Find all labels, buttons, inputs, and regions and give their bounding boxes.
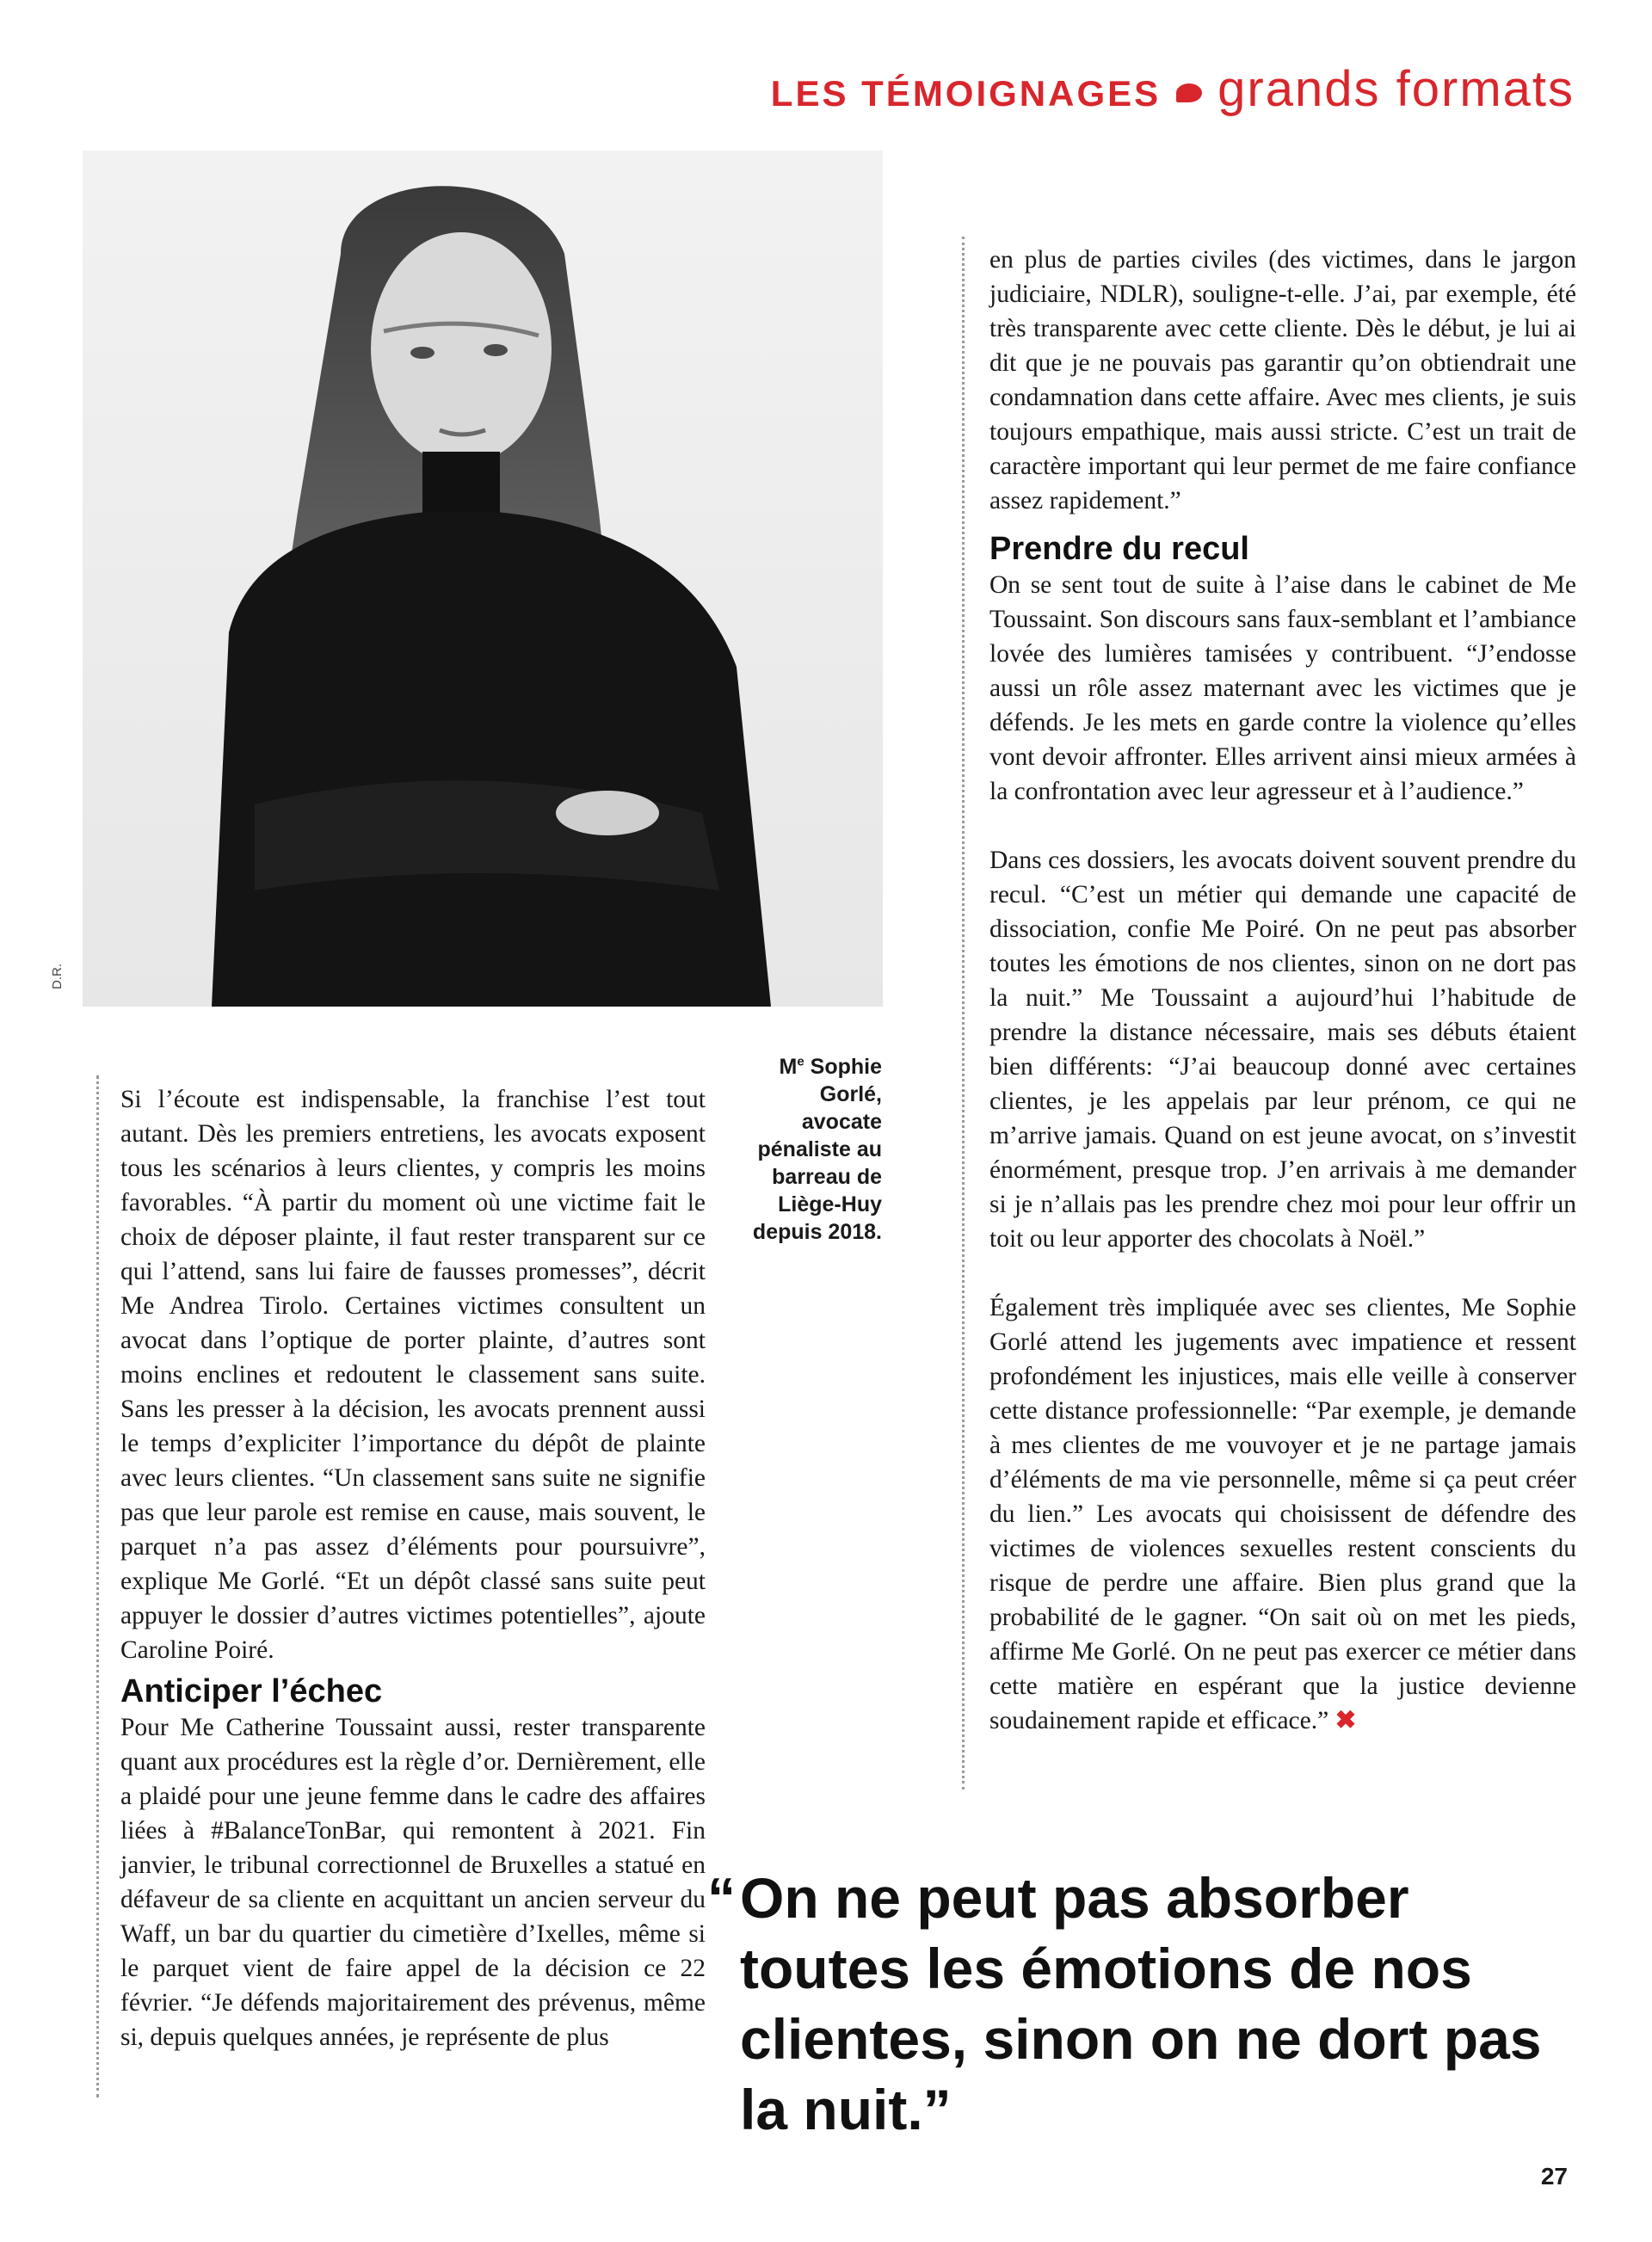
paragraph: Pour Me Catherine Toussaint aussi, rester transparente quant aux procédures est la règle d’or. Dernièrement, elle a plaidé pour une jeune femme dans le cadre des affaires liées à #BalanceTonBar, qui remontent à 2021. Fin janvier, le tribunal correctionnel de Bruxelles a statué en défaveur de sa cliente en acquittant un ancien serveur du Waff, un bar du quartier du cimetière d’Ixelles, même si le parquet vient de faire appel de la décision ce 22 février. “Je défends majoritairement des prévenus, même si, depuis quelques années, je représente de plus [120, 1714, 706, 2051]
section-header [771, 60, 1575, 118]
section-subtitle: grands formats [1217, 61, 1575, 117]
column-divider-right [962, 237, 965, 1789]
subheading: Anticiper l’échec [120, 1673, 383, 1709]
end-mark-icon: ✖ [1335, 1706, 1357, 1734]
pull-quote-text: On ne peut pas absorber toutes les émotions de nos clientes, sinon on ne dort pas la nuit.” [740, 1866, 1542, 2141]
column-divider-left [96, 1075, 99, 2097]
section-title: LES TÉMOIGNAGES [770, 73, 1162, 114]
left-column [120, 1082, 706, 2054]
right-column [989, 243, 1576, 1738]
paragraph: en plus de parties civiles (des victimes, dans le jargon judiciaire, NDLR), souligne-t-elle. J’ai, par exemple, été très transparente avec cette cliente. Dès le début, je lui ai dit que je ne pouvais pas garantir qu’on obtiendrait une condamnation dans cette affaire. Avec mes clients, je suis toujours empathique, mais aussi stricte. C’est un trait de caractère important qui leur permet de me faire confiance assez rapidement.” [989, 246, 1576, 514]
speech-bubble-icon [1176, 83, 1202, 102]
photo-caption: Me Sophie Gorlé, avocate pénaliste au barreau de Liège-Huy depuis 2018. [752, 1054, 882, 1244]
pull-quote [707, 1863, 1583, 2145]
paragraph: On se sent tout de suite à l’aise dans le cabinet de Me Toussaint. Son discours sans faux-semblant et l’ambiance lovée des lumières tamisées y contribuent. “J’endosse aussi un rôle assez maternant avec les victimes que je défends. Je les mets en garde contre la violence qu’elles vont devoir affronter. Elles arrivent ainsi mieux armées à la confrontation avec leur agresseur et à l’audience.” [989, 571, 1576, 805]
paragraph: Dans ces dossiers, les avocats doivent souvent prendre du recul. “C’est un métier qui demande une capacité de dissociation, confie Me Poiré. On ne peut pas absorber toutes les émotions de nos clientes, sinon on ne dort pas la nuit.” Me Toussaint a aujourd’hui l’habitude de prendre la distance nécessaire, mais ses débuts étaient bien différents: “J’ai beaucoup donné avec certaines clientes, je les appelais par leur prénom, ce qui ne m’arrive jamais. Quand on est jeune avocat, on s’investit énormément, presque trop. J’en arrivais à me demander si je n’allais pas les prendre chez moi pour leur offrir un toit ou leur apporter des chocolats à Noël.” [989, 847, 1576, 1253]
subheading: Prendre du recul [989, 531, 1249, 567]
open-quote: “ [707, 1866, 736, 1930]
paragraph: Si l’écoute est indispensable, la franchise l’est tout autant. Dès les premiers entretiens, les avocats exposent tous les scénarios à leurs clientes, y compris les moins favorables. “À partir du moment où une victime fait le choix de déposer plainte, il faut rester transparent sur ce qui l’attend, sans lui faire de fausses promesses”, décrit Me Andrea Tirolo. Certaines victimes consultent un avocat dans l’optique de porter plainte, d’autres sont moins enclines et redoutent le classement sans suite. Sans les presser à la décision, les avocats prennent aussi le temps d’expliciter l’importance du dépôt de plainte avec leurs clientes. “Un classement sans suite ne signifie pas que leur parole est remise en cause, mais souvent, le parquet n’a pas assez d’éléments pour poursuivre”, explique Me Gorlé. “Et un dépôt classé sans suite peut appuyer le dossier d’autres victimes potentielles”, ajoute Caroline Poiré. [120, 1086, 706, 1664]
portrait-photo [83, 151, 883, 1007]
photo-credit: D.R. [50, 964, 65, 989]
paragraph-text: Également très impliquée avec ses clientes, Me Sophie Gorlé attend les jugements avec impatience et ressent profondément les injustices, mais elle veille à conserver cette distance professionnelle: “Par exemple, je demande à mes clientes de me vouvoyer et je ne partage jamais d’éléments de ma vie personnelle, même si ça peut créer du lien.” Les avocats qui choisissent de défendre des victimes de violences sexuelles restent conscients du risque de perdre une affaire. Bien plus grand que la probabilité de le gagner. “On sait où on met les pieds, affirme Me Gorlé. On ne peut pas exercer ce métier dans cette matière en espérant que la justice devienne soudainement rapide et efficace.” [989, 1294, 1576, 1734]
portrait-illustration [83, 151, 883, 1007]
paragraph [989, 1290, 1576, 1738]
page-number: 27 [1540, 2163, 1568, 2190]
